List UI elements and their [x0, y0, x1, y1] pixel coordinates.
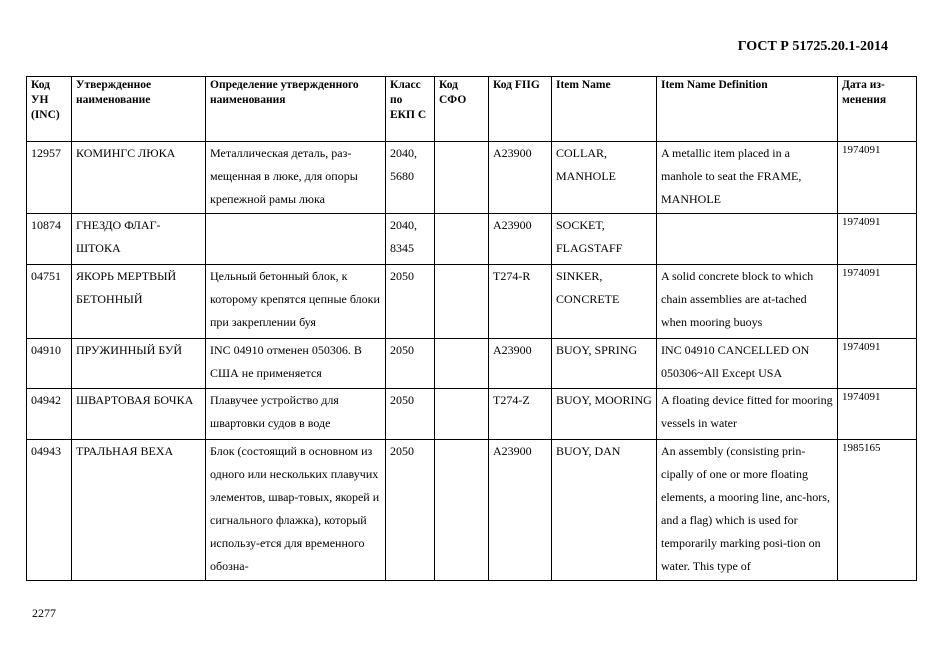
cell-date: 1974091 — [838, 142, 917, 214]
table-row — [27, 214, 917, 265]
col-header-class: Класс по ЕКП С — [386, 77, 435, 142]
cell-fiig: A23900 — [489, 142, 552, 214]
cell-item-definition — [657, 214, 838, 265]
data-table — [26, 76, 917, 581]
cell-class: 2040, 5680 — [386, 142, 435, 214]
cell-item-definition: INC 04910 CANCELLED ON 050306~All Except USA — [657, 339, 838, 389]
cell-date: 1985165 — [838, 440, 917, 581]
cell-class: 2050 — [386, 440, 435, 581]
cell-inc: 04943 — [27, 440, 72, 581]
cell-item-definition: A metallic item placed in a manhole to seat the FRAME, MANHOLE — [657, 142, 838, 214]
cell-date: 1974091 — [838, 214, 917, 265]
cell-date: 1974091 — [838, 389, 917, 440]
cell-definition: Блок (состоящий в основном из одного или нескольких плавучих элементов, швар-товых, якорей и сигнального флажка), который использу-ется для временного обозна- — [206, 440, 386, 581]
col-header-definition: Определение утвержденного наименования — [206, 77, 386, 142]
table-row — [27, 265, 917, 339]
cell-fiig: A23900 — [489, 440, 552, 581]
cell-class: 2050 — [386, 265, 435, 339]
cell-item-name: SOCKET, FLAGSTAFF — [552, 214, 657, 265]
cell-inc: 04942 — [27, 389, 72, 440]
document-header: ГОСТ Р 51725.20.1-2014 — [737, 39, 888, 54]
table-row — [27, 339, 917, 389]
page-number: 2277 — [32, 606, 56, 620]
cell-date: 1974091 — [838, 265, 917, 339]
cell-sfo — [435, 389, 489, 440]
cell-definition: Плавучее устройство для швартовки судов в воде — [206, 389, 386, 440]
col-header-item-name: Item Name — [552, 77, 657, 142]
cell-fiig: A23900 — [489, 214, 552, 265]
cell-item-name: SINKER, CONCRETE — [552, 265, 657, 339]
cell-inc: 10874 — [27, 214, 72, 265]
cell-inc: 12957 — [27, 142, 72, 214]
cell-item-definition: A floating device fitted for mooring vessels in water — [657, 389, 838, 440]
cell-name: КОМИНГС ЛЮКА — [72, 142, 206, 214]
cell-sfo — [435, 142, 489, 214]
cell-item-definition: A solid concrete block to which chain assemblies are at-tached when mooring buoys — [657, 265, 838, 339]
cell-sfo — [435, 440, 489, 581]
cell-fiig: A23900 — [489, 339, 552, 389]
cell-definition: INC 04910 отменен 050306. В США не применяется — [206, 339, 386, 389]
cell-name: ПРУЖИННЫЙ БУЙ — [72, 339, 206, 389]
table-row — [27, 142, 917, 214]
cell-definition — [206, 214, 386, 265]
cell-class: 2050 — [386, 339, 435, 389]
cell-item-definition: An assembly (consisting prin-cipally of one or more floating elements, a mooring line, anc-hors, and a flag) which is used for temporarily marking posi-tion on water. This type of — [657, 440, 838, 581]
cell-sfo — [435, 265, 489, 339]
cell-class: 2050 — [386, 389, 435, 440]
table-header-row — [27, 77, 917, 142]
cell-definition: Металлическая деталь, раз-мещенная в люке, для опоры крепежной рамы люка — [206, 142, 386, 214]
col-header-item-definition: Item Name Definition — [657, 77, 838, 142]
cell-item-name: BUOY, DAN — [552, 440, 657, 581]
cell-inc: 04910 — [27, 339, 72, 389]
cell-item-name: COLLAR, MANHOLE — [552, 142, 657, 214]
cell-sfo — [435, 214, 489, 265]
col-header-sfo: Код СФО — [435, 77, 489, 142]
table-row — [27, 389, 917, 440]
col-header-name: Утвержденное наименование — [72, 77, 206, 142]
cell-name: ЯКОРЬ МЕРТВЫЙ БЕТОННЫЙ — [72, 265, 206, 339]
cell-inc: 04751 — [27, 265, 72, 339]
col-header-inc: Код УН (INC) — [27, 77, 72, 142]
cell-name: ТРАЛЬНАЯ ВЕХА — [72, 440, 206, 581]
cell-date: 1974091 — [838, 339, 917, 389]
cell-sfo — [435, 339, 489, 389]
col-header-fiig: Код FIIG — [489, 77, 552, 142]
cell-item-name: BUOY, MOORING — [552, 389, 657, 440]
cell-name: ШВАРТОВАЯ БОЧКА — [72, 389, 206, 440]
col-header-date: Дата из-менения — [838, 77, 917, 142]
cell-fiig: T274-R — [489, 265, 552, 339]
cell-class: 2040, 8345 — [386, 214, 435, 265]
cell-definition: Цельный бетонный блок, к которому крепятся цепные блоки при закреплении буя — [206, 265, 386, 339]
table-row — [27, 440, 917, 581]
cell-fiig: T274-Z — [489, 389, 552, 440]
cell-name: ГНЕЗДО ФЛАГ-ШТОКА — [72, 214, 206, 265]
cell-item-name: BUOY, SPRING — [552, 339, 657, 389]
